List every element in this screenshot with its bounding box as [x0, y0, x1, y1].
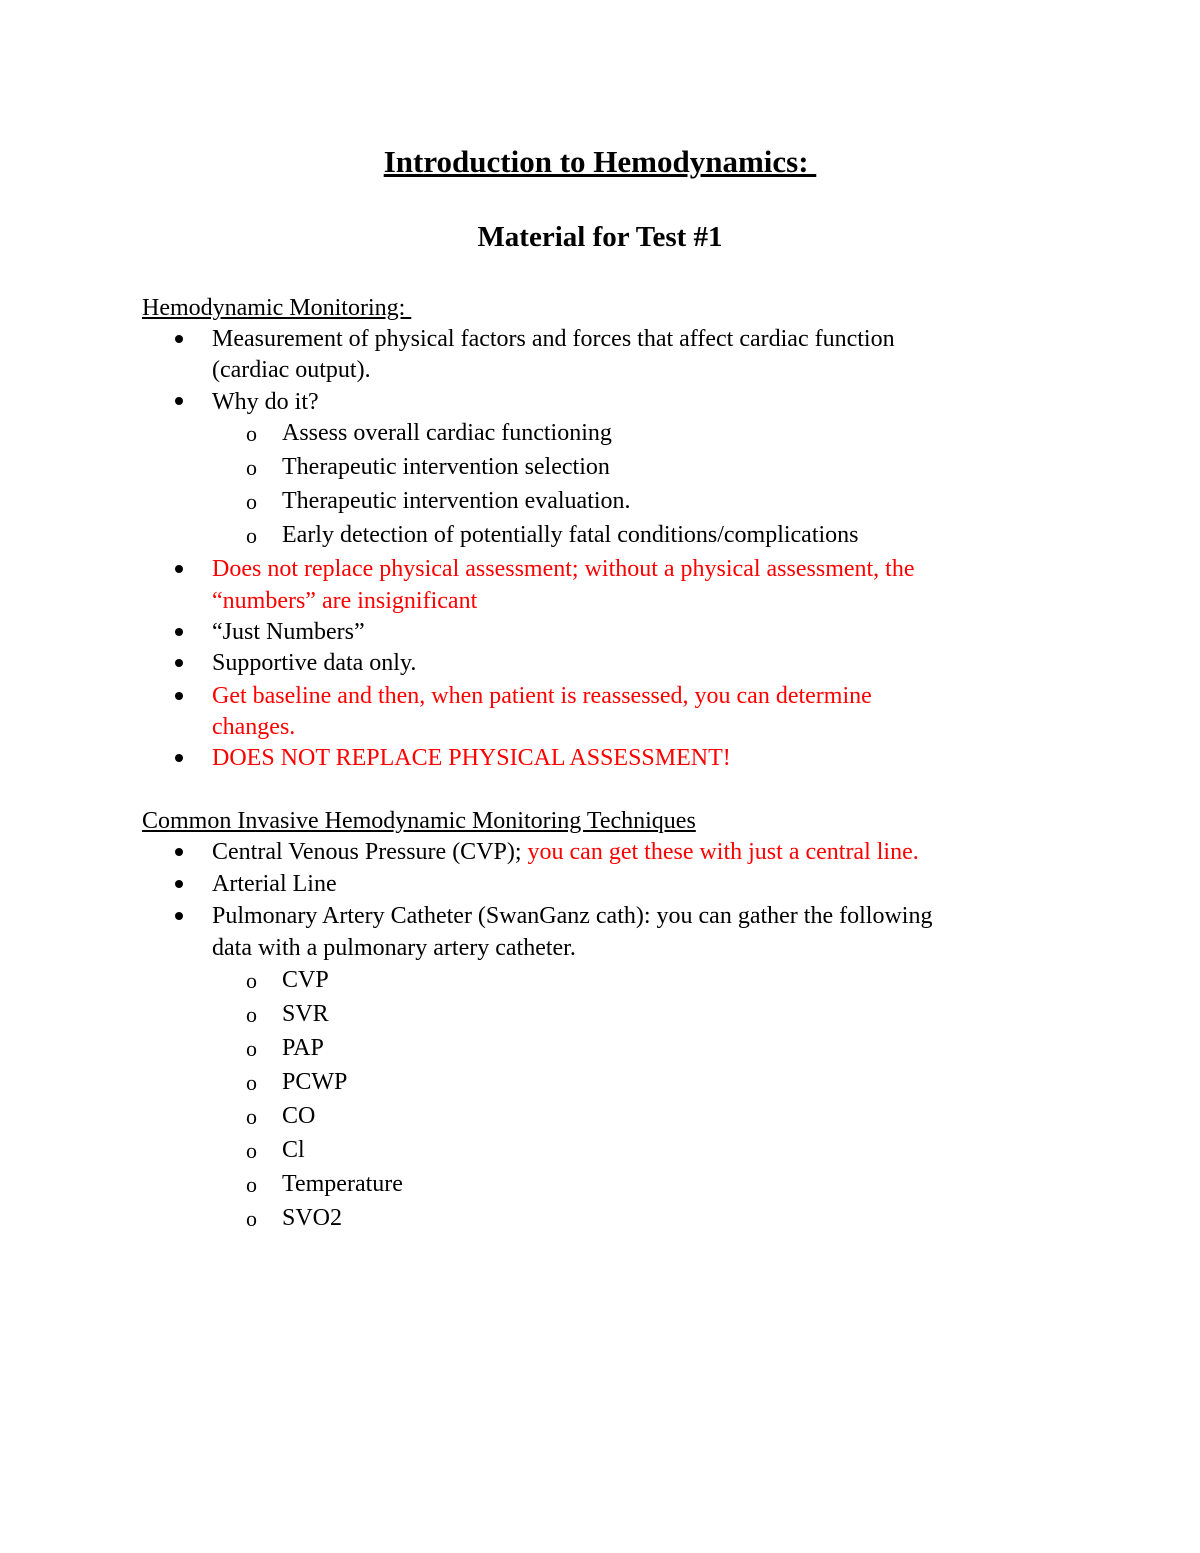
sub-bullet-icon: o: [246, 968, 257, 993]
list-item-text: Measurement of physical factors and forces that affect cardiac function: [212, 326, 895, 352]
list-item-text: Pulmonary Artery Catheter (SwanGanz cath): you can gather the following: [212, 903, 933, 929]
sub-list-item: CVP: [282, 967, 329, 993]
bullet-icon: [172, 744, 188, 774]
sub-bullet-icon: o: [246, 421, 257, 446]
sub-list-item: PAP: [282, 1035, 324, 1061]
bullet-icon: [172, 838, 188, 868]
sub-list-item: Assess overall cardiac functioning: [282, 420, 612, 446]
bullet-icon: [172, 902, 188, 932]
bullet-icon: [172, 387, 188, 417]
sub-bullet-icon: o: [246, 1138, 257, 1163]
list-item-text-highlight-continued: “numbers” are insignificant: [212, 588, 478, 614]
list-item-text-highlight: you can get these with just a central line.: [527, 839, 919, 865]
sub-bullet-icon: o: [246, 523, 257, 548]
sub-list-item: Early detection of potentially fatal conditions/complications: [282, 522, 859, 548]
sub-list-item: Temperature: [282, 1171, 403, 1197]
document-title: Introduction to Hemodynamics:: [383, 144, 817, 179]
section-heading-invasive-techniques: Common Invasive Hemodynamic Monitoring Techniques: [142, 808, 696, 834]
sub-bullet-icon: o: [246, 1206, 257, 1231]
list-item-text-highlight-continued: changes.: [212, 714, 296, 740]
sub-list-item: Cl: [282, 1137, 305, 1163]
document-subtitle: Material for Test #1: [477, 221, 723, 253]
sub-bullet-icon: o: [246, 1104, 257, 1129]
bullet-icon: [172, 682, 188, 712]
list-item-text-highlight: Get baseline and then, when patient is reassessed, you can determine: [212, 683, 872, 709]
bullet-icon: [172, 870, 188, 900]
list-item-text: Arterial Line: [212, 871, 337, 897]
bullet-icon: [172, 649, 188, 679]
bullet-icon: [172, 325, 188, 355]
list-item-text: “Just Numbers”: [212, 619, 365, 645]
sub-bullet-icon: o: [246, 489, 257, 514]
sub-bullet-icon: o: [246, 455, 257, 480]
sub-list-item: SVR: [282, 1001, 329, 1027]
section-heading-hemodynamic-monitoring: Hemodynamic Monitoring:: [142, 295, 412, 321]
sub-list-item: SVO2: [282, 1205, 343, 1231]
sub-bullet-icon: o: [246, 1070, 257, 1095]
sub-list-item: Therapeutic intervention selection: [282, 454, 610, 480]
sub-bullet-icon: o: [246, 1036, 257, 1061]
list-item-text-highlight: DOES NOT REPLACE PHYSICAL ASSESSMENT!: [212, 745, 731, 771]
sub-list-item: CO: [282, 1103, 316, 1129]
list-item-text-highlight: Does not replace physical assessment; without a physical assessment, the: [212, 556, 915, 582]
list-item-text: Why do it?: [212, 389, 319, 415]
sub-bullet-icon: o: [246, 1002, 257, 1027]
sub-bullet-icon: o: [246, 1172, 257, 1197]
list-item-text: [212, 837, 919, 867]
bullet-icon: [172, 555, 188, 585]
list-item-text: Supportive data only.: [212, 650, 417, 676]
list-item-text-black: Central Venous Pressure (CVP);: [212, 839, 528, 865]
sub-list-item: PCWP: [282, 1069, 348, 1095]
sub-list-item: Therapeutic intervention evaluation.: [282, 488, 631, 514]
bullet-icon: [172, 618, 188, 648]
list-item-text-continued: data with a pulmonary artery catheter.: [212, 935, 576, 961]
list-item-text-continued: (cardiac output).: [212, 357, 371, 383]
